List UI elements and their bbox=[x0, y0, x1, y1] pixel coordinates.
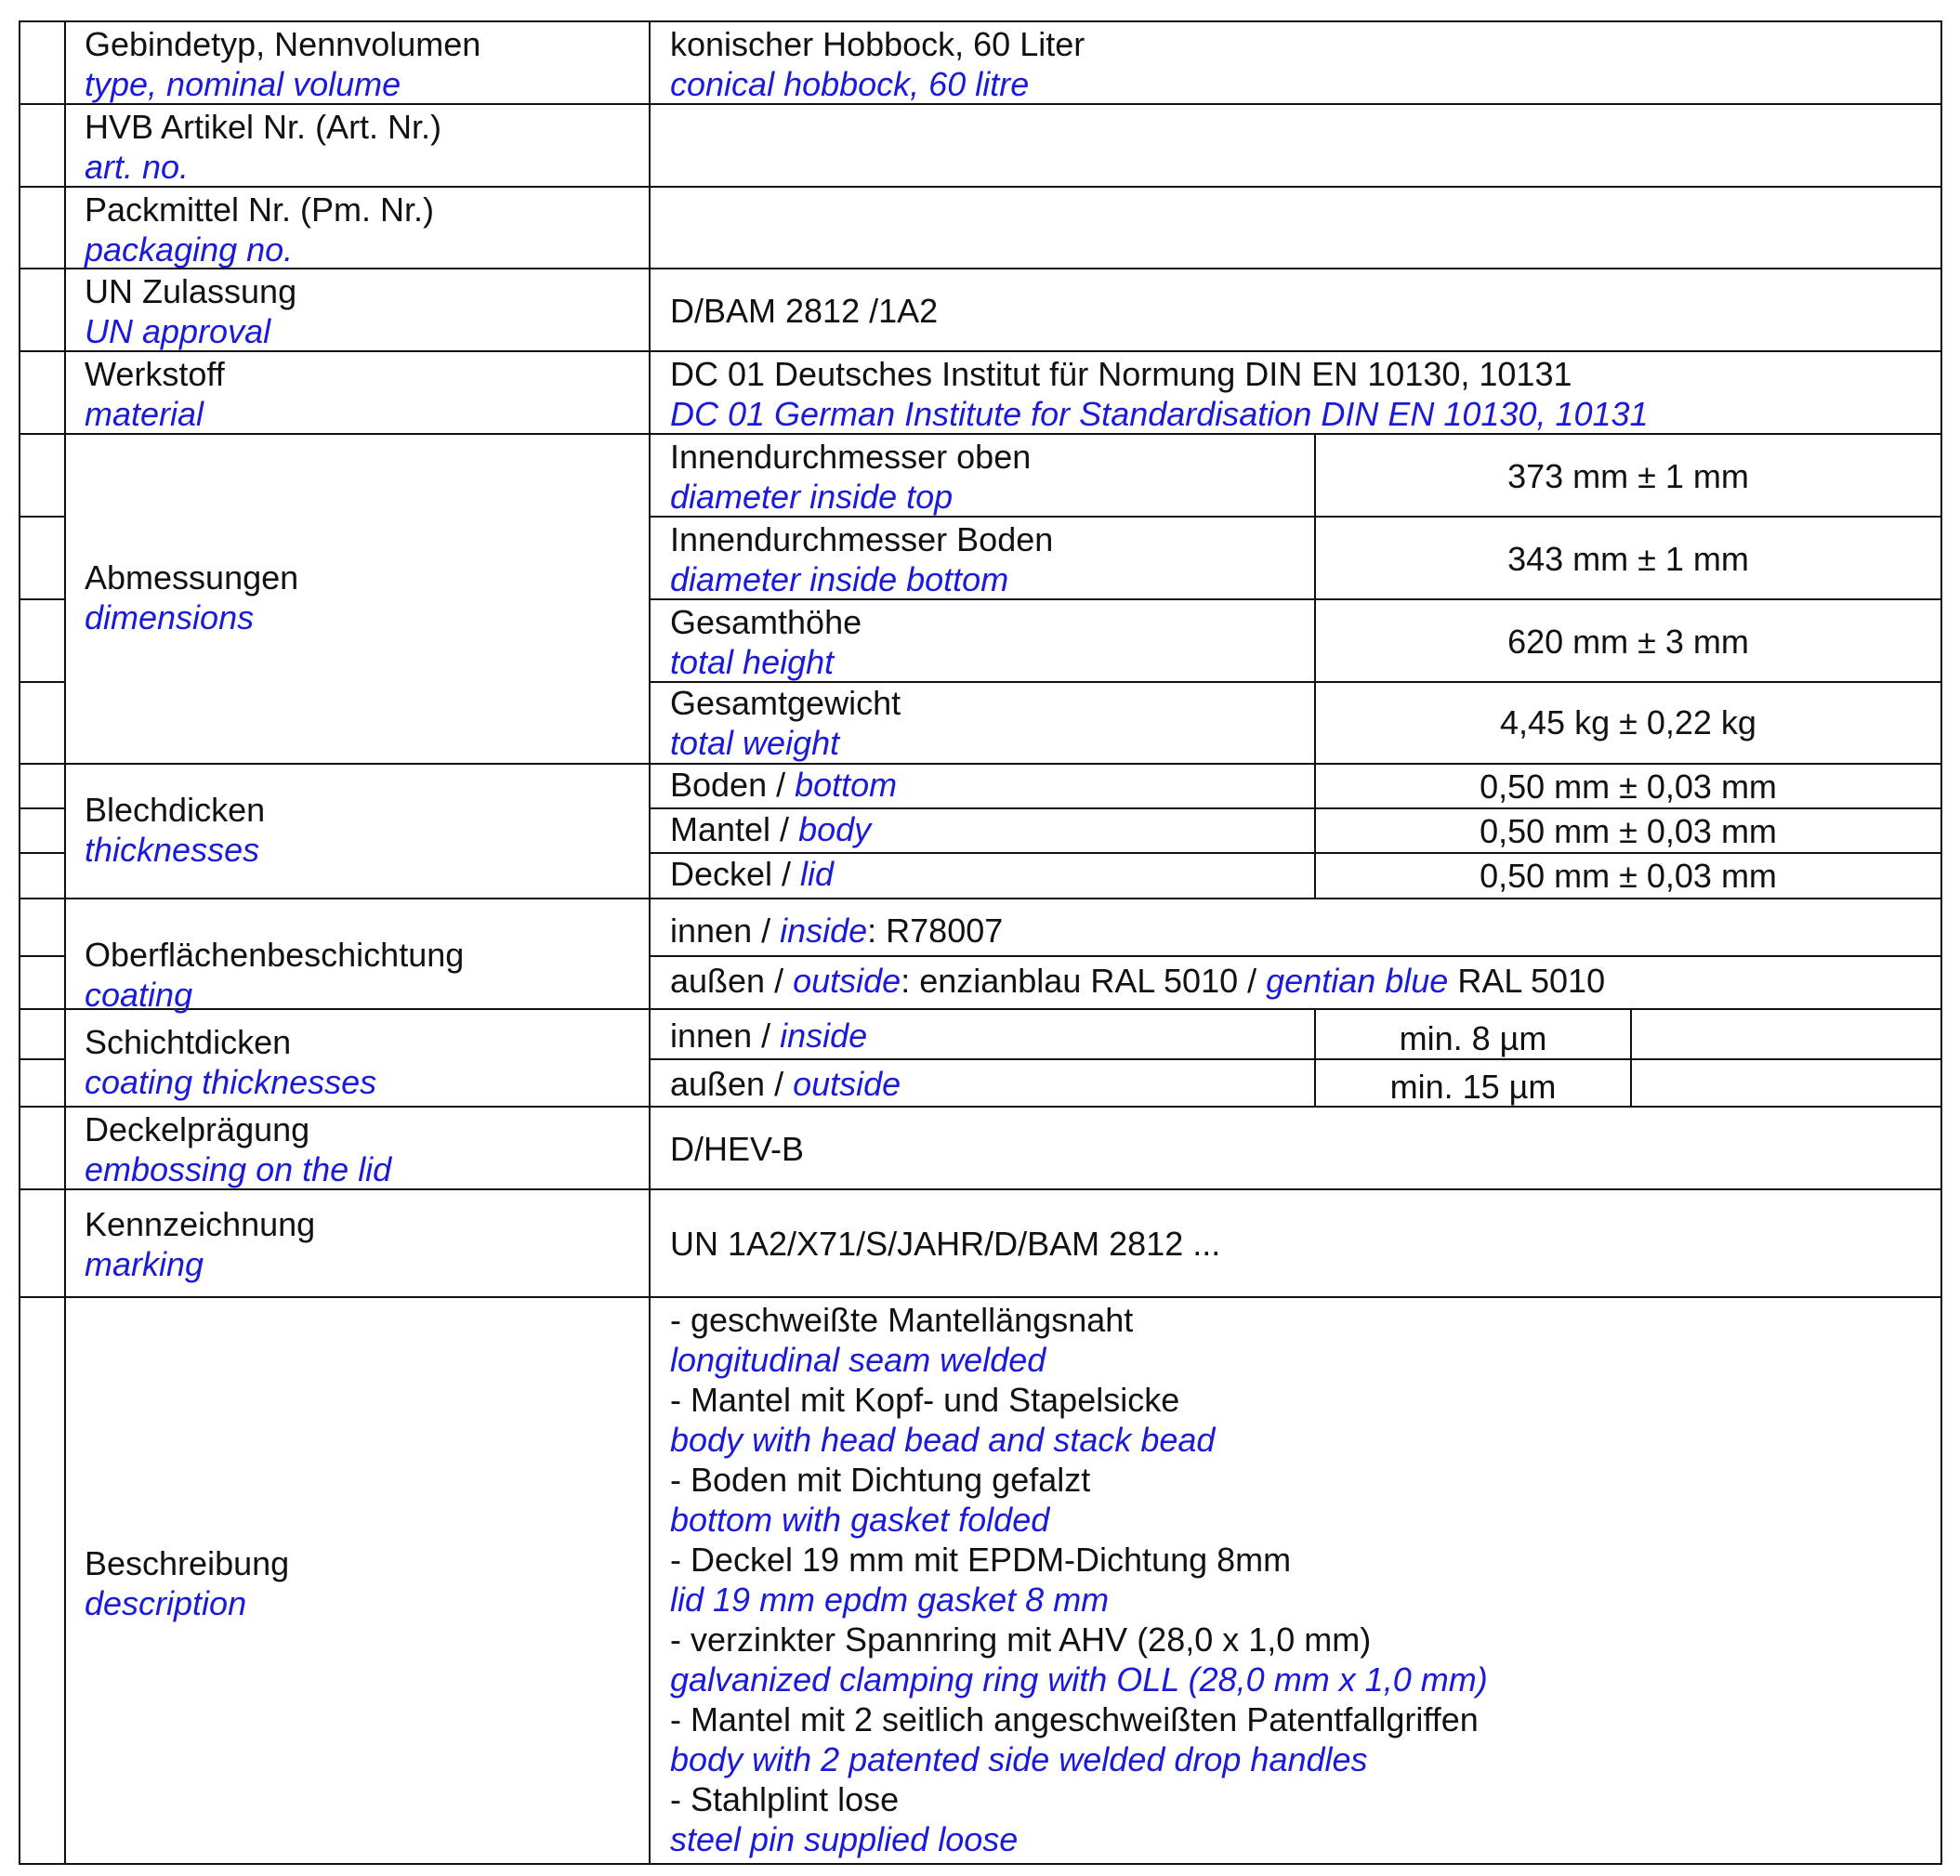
description-line-de: - verzinkter Spannring mit AHV (28,0 x 1,0 mm) bbox=[670, 1620, 1372, 1659]
label-dimensions-de: Abmessungen bbox=[85, 558, 299, 597]
value-un: D/BAM 2812 /1A2 bbox=[670, 292, 939, 330]
rule bbox=[649, 1058, 1942, 1060]
coating-inside-value: : R78007 bbox=[867, 912, 1004, 950]
label-thickness-de: Blechdicken bbox=[85, 791, 266, 829]
dimension-item-en: total height bbox=[670, 643, 835, 681]
thickness-item bbox=[670, 765, 897, 805]
label-coating-de: Oberflächenbeschichtung bbox=[85, 936, 465, 974]
description-line-de: - Mantel mit Kopf- und Stapelsicke bbox=[670, 1381, 1180, 1419]
description-line-de: - Stahlplint lose bbox=[670, 1780, 900, 1818]
dimension-item-value: 343 mm ± 1 mm bbox=[1507, 540, 1749, 578]
rule bbox=[19, 20, 20, 1865]
rule bbox=[19, 20, 1942, 22]
dimension-item-de: Gesamthöhe bbox=[670, 603, 862, 641]
label-embossing-de: Deckelprägung bbox=[85, 1110, 310, 1148]
rule bbox=[649, 955, 1942, 957]
label-description-en: description bbox=[85, 1584, 247, 1622]
coating-thickness-item-de: außen / bbox=[670, 1065, 794, 1103]
thickness-item-en: body bbox=[798, 810, 872, 848]
label-thickness-en: thicknesses bbox=[85, 831, 260, 869]
rule bbox=[19, 898, 1942, 899]
description-line-en: lid 19 mm epdm gasket 8 mm bbox=[670, 1581, 1110, 1619]
thickness-item-de: Boden / bbox=[670, 766, 796, 804]
label-art-de: HVB Artikel Nr. (Art. Nr.) bbox=[85, 108, 442, 146]
value-marking: UN 1A2/X71/S/JAHR/D/BAM 2812 ... bbox=[670, 1225, 1221, 1263]
value-embossing: D/HEV-B bbox=[670, 1130, 805, 1168]
rule bbox=[1940, 20, 1942, 1865]
description-line-de: - Boden mit Dichtung gefalzt bbox=[670, 1461, 1091, 1499]
thickness-item bbox=[670, 854, 834, 894]
label-coating-en: coating bbox=[85, 976, 193, 1014]
coating-outside-en: outside bbox=[793, 962, 901, 1000]
value-material-de: DC 01 Deutsches Institut für Normung DIN EN 10130, 10131 bbox=[670, 355, 1572, 393]
rule bbox=[19, 807, 64, 809]
thickness-item-value: 0,50 mm ± 0,03 mm bbox=[1480, 812, 1777, 850]
rule bbox=[19, 852, 64, 854]
rule bbox=[19, 681, 64, 683]
label-dimensions-en: dimensions bbox=[85, 598, 255, 636]
coating-outside-ral: RAL 5010 bbox=[1448, 962, 1606, 1000]
rule bbox=[19, 1863, 1942, 1865]
label-material-en: material bbox=[85, 395, 204, 433]
label-pack-en: packaging no. bbox=[85, 230, 294, 269]
label-coating-thickness-de: Schichtdicken bbox=[85, 1023, 292, 1061]
rule bbox=[19, 268, 1942, 269]
thickness-item-value: 0,50 mm ± 0,03 mm bbox=[1480, 767, 1777, 806]
description-line-en: galvanized clamping ring with OLL (28,0 mm x 1,0 mm) bbox=[670, 1660, 1488, 1699]
label-type-en: type, nominal volume bbox=[85, 65, 401, 103]
rule bbox=[19, 1058, 64, 1060]
label-description-de: Beschreibung bbox=[85, 1544, 290, 1582]
coating-inside-de: innen / bbox=[670, 912, 781, 950]
dimension-item-value: 4,45 kg ± 0,22 kg bbox=[1500, 703, 1756, 741]
rule bbox=[64, 20, 66, 1865]
dimension-item-en: total weight bbox=[670, 724, 840, 762]
value-material-en: DC 01 German Institute for Standardisation DIN EN 10130, 10131 bbox=[670, 395, 1649, 433]
coating-thickness-item bbox=[670, 1064, 901, 1104]
coating-inside-en: inside bbox=[780, 912, 868, 950]
label-pack-de: Packmittel Nr. (Pm. Nr.) bbox=[85, 190, 435, 229]
label-marking-en: marking bbox=[85, 1245, 204, 1283]
spec-table bbox=[19, 20, 1942, 1865]
description-line-de: - Deckel 19 mm mit EPDM-Dichtung 8mm bbox=[670, 1541, 1292, 1579]
coating-outside-value: : enzianblau RAL 5010 / bbox=[901, 962, 1267, 1000]
coating-thickness-item-value: min. 15 µm bbox=[1389, 1068, 1557, 1106]
description-line-de: - geschweißte Mantellängsnaht bbox=[670, 1301, 1134, 1339]
description-line-en: body with head bead and stack bead bbox=[670, 1421, 1216, 1459]
label-embossing-en: embossing on the lid bbox=[85, 1150, 392, 1188]
rule bbox=[19, 516, 64, 518]
dimension-item-en: diameter inside top bbox=[670, 478, 954, 516]
dimension-item-value: 373 mm ± 1 mm bbox=[1507, 457, 1749, 495]
coating-thickness-item-en: inside bbox=[780, 1017, 868, 1055]
thickness-item-de: Deckel / bbox=[670, 855, 801, 893]
rule bbox=[19, 598, 64, 600]
label-un-en: UN approval bbox=[85, 312, 271, 350]
description-line-en: body with 2 patented side welded drop handles bbox=[670, 1740, 1368, 1778]
description-line-en: longitudinal seam welded bbox=[670, 1341, 1046, 1379]
rule bbox=[649, 852, 1942, 854]
label-material-de: Werkstoff bbox=[85, 355, 225, 393]
dimension-item-de: Innendurchmesser oben bbox=[670, 438, 1032, 476]
description-line-en: bottom with gasket folded bbox=[670, 1501, 1050, 1539]
thickness-item-de: Mantel / bbox=[670, 810, 799, 848]
rule bbox=[19, 1106, 1942, 1108]
description-line-en: steel pin supplied loose bbox=[670, 1820, 1019, 1858]
label-marking-de: Kennzeichnung bbox=[85, 1205, 316, 1243]
rule bbox=[19, 763, 1942, 765]
thickness-item-en: lid bbox=[800, 855, 835, 893]
rule bbox=[19, 955, 64, 957]
dimension-item-en: diameter inside bottom bbox=[670, 560, 1009, 598]
label-un-de: UN Zulassung bbox=[85, 272, 297, 310]
label-type-de: Gebindetyp, Nennvolumen bbox=[85, 25, 481, 63]
coating-thickness-item bbox=[670, 1016, 867, 1056]
rule bbox=[1630, 1008, 1632, 1106]
coating-outside-de: außen / bbox=[670, 962, 794, 1000]
coating-inside bbox=[670, 911, 1003, 951]
coating-thickness-item-de: innen / bbox=[670, 1017, 781, 1055]
coating-thickness-item-en: outside bbox=[793, 1065, 901, 1103]
rule bbox=[649, 20, 651, 1865]
value-type-en: conical hobbock, 60 litre bbox=[670, 65, 1030, 103]
label-art-en: art. no. bbox=[85, 148, 190, 186]
rule bbox=[19, 1296, 1942, 1298]
rule bbox=[19, 350, 1942, 352]
dimension-item-de: Gesamtgewicht bbox=[670, 684, 901, 722]
rule bbox=[19, 1008, 1942, 1010]
description-line-de: - Mantel mit 2 seitlich angeschweißten Patentfallgriffen bbox=[670, 1700, 1479, 1738]
rule bbox=[19, 186, 1942, 188]
label-coating-thickness-en: coating thicknesses bbox=[85, 1063, 377, 1101]
coating-outside-color-en: gentian blue bbox=[1266, 962, 1449, 1000]
thickness-item-en: bottom bbox=[795, 766, 898, 804]
coating-outside bbox=[670, 961, 1605, 1001]
dimension-item-de: Innendurchmesser Boden bbox=[670, 520, 1054, 558]
coating-thickness-item-value: min. 8 µm bbox=[1399, 1019, 1547, 1057]
thickness-item-value: 0,50 mm ± 0,03 mm bbox=[1480, 857, 1777, 895]
dimension-item-value: 620 mm ± 3 mm bbox=[1507, 623, 1749, 661]
value-type-de: konischer Hobbock, 60 Liter bbox=[670, 25, 1085, 63]
thickness-item bbox=[670, 809, 871, 849]
